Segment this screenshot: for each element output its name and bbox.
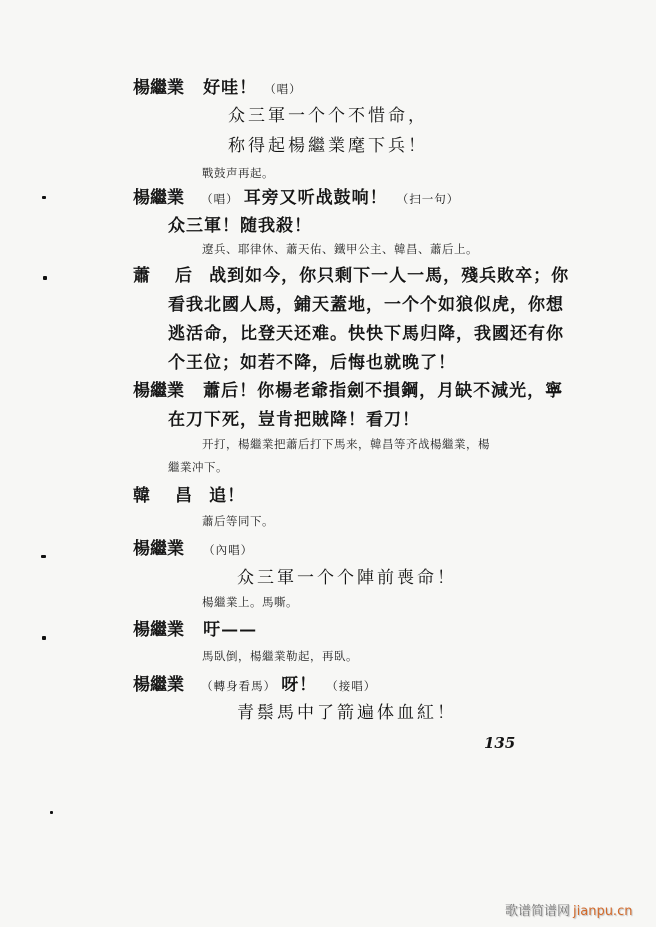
speaker-name: 蕭 后 — [133, 266, 196, 286]
page-number: 135 — [484, 734, 516, 752]
dialogue-text: 蕭后！你楊老爺指劍不損鋼，月缺不減光，寧 — [203, 381, 564, 401]
dialogue-continuation: 个王位；如若不降，后悔也就晚了！ — [168, 353, 456, 373]
watermark-domain: jianpu.cn — [573, 904, 633, 919]
stage-direction: 繼業冲下。 — [168, 460, 228, 474]
dialogue-continuation: 逃活命，比登天还难。快快下馬归降，我國还有你 — [168, 324, 564, 344]
dialogue-continuation: 众三軍！随我殺！ — [168, 216, 312, 236]
dialogue-continuation: 看我北國人馬，鋪天蓋地，一个个如狼似虎，你想 — [168, 295, 564, 315]
stage-direction: 遼兵、耶律休、蕭天佑、鐵甲公主、韓昌、蕭后上。 — [202, 242, 478, 256]
speaker-name: 楊繼業 — [133, 381, 184, 401]
scan-speck — [42, 636, 46, 640]
scan-speck — [43, 276, 47, 280]
speech-line — [133, 383, 563, 400]
speech-line — [133, 190, 459, 207]
scan-speck — [41, 555, 46, 558]
stage-cue: （轉身看馬） — [201, 679, 277, 693]
stage-cue: （唱） — [201, 192, 239, 206]
scan-speck — [50, 811, 53, 814]
verse-line: 称得起楊繼業麾下兵！ — [228, 136, 428, 156]
stage-direction: 楊繼業上。馬嘶。 — [202, 595, 298, 609]
verse-line: 众三軍一个个陣前喪命！ — [237, 568, 457, 588]
speaker-name: 楊繼業 — [133, 78, 184, 98]
stage-cue: （內唱） — [203, 543, 254, 557]
speaker-name: 楊繼業 — [133, 188, 184, 208]
speech-line — [133, 488, 245, 505]
stage-direction: 蕭后等同下。 — [202, 514, 274, 528]
speech-line — [133, 541, 253, 558]
speaker-name: 楊繼業 — [133, 539, 184, 559]
speech-line — [133, 268, 569, 285]
stage-direction: 戰鼓声再起。 — [202, 166, 274, 180]
stage-direction: 馬臥倒，楊繼業勒起，再臥。 — [202, 649, 358, 663]
verse-line: 众三軍一个个不惜命， — [228, 106, 428, 126]
dialogue-text: 吁—— — [203, 620, 258, 640]
dialogue-text: 追！ — [209, 486, 246, 506]
verse-line: 青鬃馬中了箭遍体血紅！ — [237, 703, 457, 723]
speaker-name: 韓 昌 — [133, 486, 196, 506]
stage-cue: （扫一句） — [396, 192, 460, 206]
speech-line — [133, 80, 302, 97]
dialogue-continuation: 在刀下死，豈肯把賊降！看刀！ — [168, 410, 420, 430]
stage-cue: （唱） — [264, 82, 302, 96]
site-watermark — [505, 900, 632, 919]
speech-line — [133, 622, 257, 639]
speaker-name: 楊繼業 — [133, 620, 184, 640]
speaker-name: 楊繼業 — [133, 675, 184, 695]
dialogue-text: 好哇！ — [203, 78, 258, 98]
scan-speck — [42, 196, 46, 199]
dialogue-text: 呀！ — [281, 675, 318, 695]
watermark-site-name: 歌谱简谱网 — [505, 904, 571, 919]
stage-cue: （接唱） — [326, 679, 377, 693]
stage-direction: 开打，楊繼業把蕭后打下馬来，韓昌等齐战楊繼業，楊 — [202, 437, 490, 451]
speech-line — [133, 677, 376, 694]
dialogue-text: 战到如今，你只剩下一人一馬，殘兵敗卒；你 — [209, 266, 570, 286]
dialogue-text: 耳旁又听战鼓响！ — [243, 188, 388, 208]
